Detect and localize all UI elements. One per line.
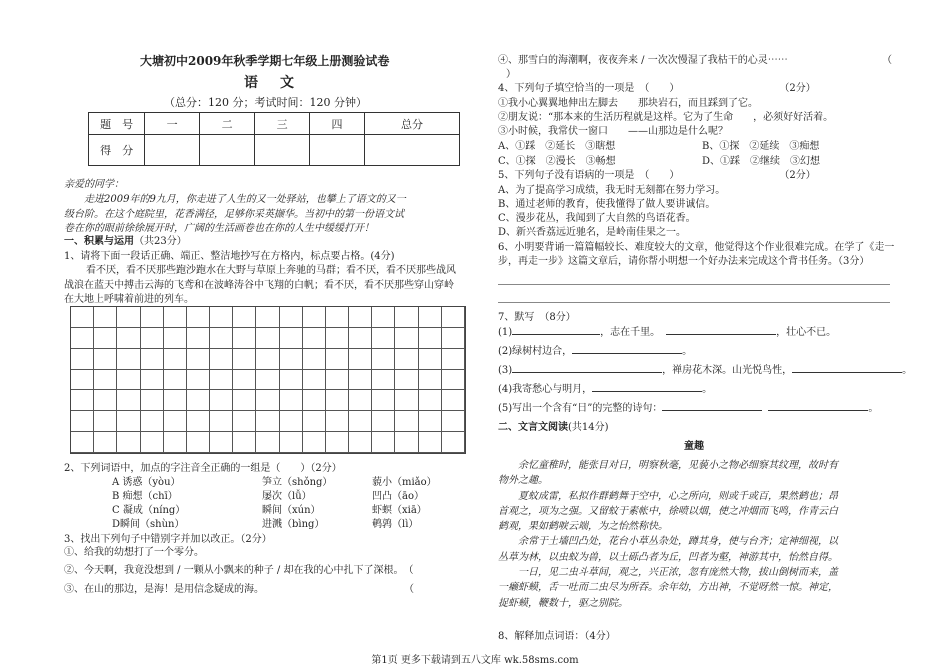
grid-cell[interactable] bbox=[303, 411, 326, 432]
score-header-cell: 二 bbox=[200, 113, 255, 135]
grid-cell[interactable] bbox=[372, 390, 395, 411]
passage-line: 余常于土墙凹凸处，花台小草丛杂处，蹲其身，使与台齐；定神细视，以 bbox=[518, 536, 838, 548]
q5-item: B、通过老师的教育，使我懂得了做人要讲诚信。 bbox=[498, 199, 716, 210]
q5-item: A、为了提高学习成绩，我无时无刻都在努力学习。 bbox=[498, 185, 726, 196]
writing-grid[interactable] bbox=[70, 306, 466, 454]
grid-cell[interactable] bbox=[349, 370, 372, 391]
grid-cell[interactable] bbox=[71, 370, 94, 391]
grid-cell[interactable] bbox=[326, 307, 349, 328]
grid-cell[interactable] bbox=[419, 307, 442, 328]
q1-passage-line: 战浪在蓝天中搏击云海的飞鸢和在波峰涛谷中飞翔的白帆；看不厌，看不厌那些穿山穿岭 bbox=[64, 279, 454, 291]
grid-cell[interactable] bbox=[141, 390, 164, 411]
q2-option: 藐小（miǎo） bbox=[372, 477, 437, 488]
passage-line: 余忆童稚时，能张目对日，明察秋毫，见藐小之物必细察其纹理，故时有 bbox=[518, 460, 838, 471]
grid-cell[interactable] bbox=[164, 411, 187, 432]
grid-cell[interactable] bbox=[187, 390, 210, 411]
grid-cell[interactable] bbox=[395, 370, 418, 391]
grid-cell[interactable] bbox=[141, 328, 164, 349]
fill-blank[interactable] bbox=[666, 334, 776, 335]
q7-text: (5)写出一个含有“日”的完整的诗句： bbox=[498, 403, 663, 414]
grid-cell[interactable] bbox=[94, 390, 117, 411]
q1-passage-line: 看不厌，看不厌那些跑沙跑水在大野与草原上奔驰的马群；看不厌，看不厌那些战风 bbox=[86, 265, 456, 276]
q2-option: 笋立（shǒng） bbox=[262, 477, 333, 488]
grid-cell[interactable] bbox=[326, 411, 349, 432]
grid-cell[interactable] bbox=[141, 349, 164, 370]
grid-cell[interactable] bbox=[117, 349, 140, 370]
grid-cell[interactable] bbox=[326, 328, 349, 349]
passage-line: 夏蚊成雷，私拟作群鹤舞于空中，心之所向，则或千或百，果然鹤也；昂 bbox=[518, 490, 838, 502]
q4-prompt: 4、下列句子填空恰当的一项是 （ ） （2分） bbox=[498, 83, 816, 94]
q4-item: ③小时候，我常伏一窗口 ——山那边是什么呢？ bbox=[498, 126, 728, 137]
grid-cell[interactable] bbox=[187, 370, 210, 391]
grid-cell[interactable] bbox=[233, 307, 256, 328]
answer-line[interactable] bbox=[498, 284, 890, 285]
grid-cell[interactable] bbox=[256, 307, 279, 328]
grid-cell[interactable] bbox=[303, 370, 326, 391]
q2-prompt: 2、下列词语中，加点的字注音全正确的一组是（ ）（2分） bbox=[64, 463, 342, 474]
q1-passage bbox=[64, 264, 468, 308]
section2-heading: 二、文言文阅读 bbox=[498, 422, 568, 433]
passage-line: 首观之，项为之强。又留蚊于素帐中，徐喷以烟，使之冲烟而飞鸣，作青云白 bbox=[498, 505, 838, 517]
grid-cell[interactable] bbox=[210, 370, 233, 391]
q7-text: 。 bbox=[702, 384, 713, 395]
grid-cell[interactable] bbox=[349, 328, 372, 349]
q3-item-4: ④、那雪白的海潮啊，夜夜奔来 / 一次次慢湿了我枯干的心灵⋯⋯ bbox=[498, 55, 788, 66]
q7-item-3 bbox=[498, 364, 912, 378]
grid-cell[interactable] bbox=[94, 328, 117, 349]
grid-cell[interactable] bbox=[94, 370, 117, 391]
grid-cell[interactable] bbox=[419, 370, 442, 391]
q7-text: ，禅房花木深。山光悦鸟性， bbox=[662, 365, 793, 376]
grid-cell[interactable] bbox=[117, 370, 140, 391]
grid-cell[interactable] bbox=[349, 411, 372, 432]
score-table bbox=[88, 112, 460, 166]
grid-cell[interactable] bbox=[419, 390, 442, 411]
grid-cell[interactable] bbox=[71, 307, 94, 328]
greeting: 亲爱的同学： bbox=[64, 179, 124, 190]
q5-item: C、漫步花丛，我闻到了大自然的鸟语花香。 bbox=[498, 213, 696, 224]
grid-cell[interactable] bbox=[117, 328, 140, 349]
grid-cell[interactable] bbox=[71, 349, 94, 370]
grid-cell[interactable] bbox=[395, 349, 418, 370]
grid-cell[interactable] bbox=[117, 432, 140, 453]
section1-points: （共23分） bbox=[134, 236, 187, 247]
grid-cell[interactable] bbox=[187, 349, 210, 370]
grid-cell[interactable] bbox=[164, 432, 187, 453]
q2-option: 鹌鹑（lì） bbox=[372, 519, 419, 530]
grid-cell[interactable] bbox=[210, 390, 233, 411]
q6-prompt-line: 步，再走一步》这篇文章后，请你帮小明想一个好办法来完成这个背书任务。（3分） bbox=[498, 256, 870, 267]
grid-cell[interactable] bbox=[233, 349, 256, 370]
grid-cell[interactable] bbox=[94, 432, 117, 453]
q4-item: ②朋友说：“那本来的生活历程就是这样。它为了生命 ，必须好好活着。 bbox=[498, 112, 834, 123]
passage-line: 捉虾蟆，鞭数十，驱之别院。 bbox=[498, 597, 628, 609]
grid-cell[interactable] bbox=[210, 411, 233, 432]
grid-cell[interactable] bbox=[303, 349, 326, 370]
grid-cell[interactable] bbox=[372, 328, 395, 349]
grid-cell[interactable] bbox=[94, 307, 117, 328]
grid-cell[interactable] bbox=[442, 370, 465, 391]
passage-line: 一日，见二虫斗草间，观之，兴正浓，忽有庞然大物，拔山倒树而来，盖 bbox=[518, 567, 838, 579]
q4-option: C、①探 ②漫长 ③畅想 bbox=[498, 156, 616, 167]
grid-cell[interactable] bbox=[395, 411, 418, 432]
q4-option: D、①踩 ②继续 ③幻想 bbox=[702, 156, 821, 167]
grid-cell[interactable] bbox=[349, 349, 372, 370]
grid-cell[interactable] bbox=[442, 411, 465, 432]
grid-cell[interactable] bbox=[187, 328, 210, 349]
grid-cell[interactable] bbox=[303, 390, 326, 411]
grid-cell[interactable] bbox=[419, 349, 442, 370]
grid-cell[interactable] bbox=[71, 411, 94, 432]
score-header-cell: 三 bbox=[255, 113, 310, 135]
fill-blank[interactable] bbox=[572, 353, 682, 354]
grid-cell[interactable] bbox=[280, 328, 303, 349]
q2-option: A 诱惑（yòu） bbox=[112, 477, 181, 488]
q3-item: ①、给我的幼想打了一个零分。 bbox=[64, 547, 204, 558]
score-table-header-row bbox=[89, 113, 460, 135]
grid-cell[interactable] bbox=[94, 349, 117, 370]
grid-cell[interactable] bbox=[442, 432, 465, 453]
grid-cell[interactable] bbox=[395, 307, 418, 328]
grid-cell[interactable] bbox=[71, 328, 94, 349]
q2-option: 屡次（lǚ） bbox=[262, 491, 312, 502]
grid-cell[interactable] bbox=[326, 349, 349, 370]
grid-cell[interactable] bbox=[372, 349, 395, 370]
grid-cell[interactable] bbox=[280, 432, 303, 453]
grid-cell[interactable] bbox=[372, 411, 395, 432]
q1-passage-line: 在大地上呼啸着前进的列车。 bbox=[64, 294, 194, 305]
q7-text: (3) bbox=[498, 365, 513, 376]
grid-cell[interactable] bbox=[442, 328, 465, 349]
grid-cell[interactable] bbox=[372, 370, 395, 391]
q7-text: (2)绿树村边合， bbox=[498, 346, 573, 357]
grid-cell[interactable] bbox=[233, 370, 256, 391]
section1-heading: 一、积累与运用 bbox=[64, 236, 134, 247]
q7-item-2 bbox=[498, 345, 692, 359]
grid-cell[interactable] bbox=[395, 432, 418, 453]
grid-cell[interactable] bbox=[256, 349, 279, 370]
grid-cell[interactable] bbox=[280, 349, 303, 370]
grid-cell[interactable] bbox=[164, 328, 187, 349]
q5-prompt: 5、下列句子没有语病的一项是 （ ） （2分） bbox=[498, 170, 816, 181]
q2-option: C 凝成（níng） bbox=[112, 505, 186, 516]
grid-cell[interactable] bbox=[117, 390, 140, 411]
fill-blank[interactable] bbox=[512, 334, 600, 335]
grid-cell[interactable] bbox=[395, 328, 418, 349]
grid-cell[interactable] bbox=[303, 432, 326, 453]
grid-cell[interactable] bbox=[349, 390, 372, 411]
q3-item-4-close: ） bbox=[506, 69, 516, 80]
grid-cell[interactable] bbox=[442, 390, 465, 411]
grid-cell[interactable] bbox=[233, 328, 256, 349]
q4-option: A、①踩 ②延长 ③瞎想 bbox=[498, 141, 616, 152]
q7-text: (4)我寄愁心与明月， bbox=[498, 384, 593, 395]
grid-cell[interactable] bbox=[395, 390, 418, 411]
grid-cell[interactable] bbox=[164, 370, 187, 391]
grid-cell[interactable] bbox=[256, 411, 279, 432]
grid-cell[interactable] bbox=[280, 411, 303, 432]
fill-blank[interactable] bbox=[768, 410, 868, 411]
exam-meta: （总分：120 分；考试时间：120 分钟） bbox=[164, 96, 367, 109]
q2-option: 瞬间（xún） bbox=[262, 505, 321, 516]
grid-cell[interactable] bbox=[372, 307, 395, 328]
q4-item: ①我小心翼翼地伸出左脚去 那块岩石，而且踩到了它。 bbox=[498, 98, 758, 109]
grid-cell[interactable] bbox=[141, 432, 164, 453]
grid-cell[interactable] bbox=[419, 328, 442, 349]
answer-line[interactable] bbox=[498, 302, 890, 303]
grid-cell[interactable] bbox=[256, 390, 279, 411]
grid-cell[interactable] bbox=[326, 432, 349, 453]
q3-item: ②、今天啊，我竟没想到 / 一颗从小飘来的种子 / 却在我的心中扎下了深根。 （ bbox=[64, 565, 414, 576]
grid-cell[interactable] bbox=[164, 307, 187, 328]
q3-item-4-paren: （ bbox=[882, 55, 892, 66]
intro-line: 走进2009年的9九月，你走进了人生的又一处驿站，也攀上了语文的又一 bbox=[84, 194, 406, 205]
score-header-cell: 一 bbox=[145, 113, 200, 135]
passage-title: 童趣 bbox=[684, 441, 704, 452]
q2-option: 进溅（bìng） bbox=[262, 519, 325, 530]
grid-cell[interactable] bbox=[210, 349, 233, 370]
grid-cell[interactable] bbox=[141, 307, 164, 328]
grid-cell[interactable] bbox=[233, 432, 256, 453]
intro-line: 级台阶。在这个庭院里，花香满径，足够你采英撷华。当初中的第一份语文试 bbox=[64, 208, 404, 220]
q6-prompt-line: 6、小明要背诵一篇篇幅较长、难度较大的文章，他觉得这个作业很难完成。在学了《走一 bbox=[498, 242, 895, 253]
q2-option: 虾螟（xiā） bbox=[372, 505, 427, 516]
score-row-label: 得 分 bbox=[89, 135, 145, 166]
grid-cell[interactable] bbox=[210, 432, 233, 453]
q3-item: ③、在山的那边，是海！是用信念疑成的海。 （ bbox=[64, 584, 414, 595]
grid-cell[interactable] bbox=[303, 328, 326, 349]
q2-option: D瞬间（shùn） bbox=[112, 519, 185, 530]
score-cell[interactable] bbox=[310, 135, 365, 166]
q4-option: B、①探 ②延续 ③痴想 bbox=[702, 141, 820, 152]
grid-cell[interactable] bbox=[141, 370, 164, 391]
score-cell[interactable] bbox=[145, 135, 200, 166]
subject-title: 语 文 bbox=[244, 75, 298, 91]
grid-cell[interactable] bbox=[372, 432, 395, 453]
grid-cell[interactable] bbox=[117, 307, 140, 328]
grid-cell[interactable] bbox=[164, 349, 187, 370]
fill-blank[interactable] bbox=[512, 372, 662, 373]
q7-text: ，壮心不已。 bbox=[776, 327, 837, 338]
grid-cell[interactable] bbox=[419, 411, 442, 432]
q7-text: 。 bbox=[682, 346, 693, 357]
grid-cell[interactable] bbox=[280, 390, 303, 411]
grid-cell[interactable] bbox=[442, 349, 465, 370]
section2-heading-row bbox=[498, 421, 609, 435]
intro-paragraph bbox=[64, 193, 468, 237]
grid-cell[interactable] bbox=[419, 432, 442, 453]
passage-line: 丛草为林，以虫蚁为兽，以土砾凸者为丘，凹者为壑，神游其中，怡然自得。 bbox=[498, 551, 838, 563]
q8-prompt: 8、解释加点词语：（4分） bbox=[498, 631, 616, 642]
grid-cell[interactable] bbox=[280, 307, 303, 328]
score-cell[interactable] bbox=[365, 135, 460, 166]
grid-cell[interactable] bbox=[256, 370, 279, 391]
score-header-cell: 总分 bbox=[365, 113, 460, 135]
passage-line: 一癞虾蟆，舌一吐而二虫尽为所吞。余年幼，方出神，不觉呀然一惊。神定， bbox=[498, 582, 838, 594]
score-cell[interactable] bbox=[200, 135, 255, 166]
q7-text: 。 bbox=[902, 365, 913, 376]
grid-cell[interactable] bbox=[233, 390, 256, 411]
grid-cell[interactable] bbox=[303, 307, 326, 328]
grid-cell[interactable] bbox=[210, 307, 233, 328]
grid-cell[interactable] bbox=[233, 411, 256, 432]
grid-cell[interactable] bbox=[210, 328, 233, 349]
grid-cell[interactable] bbox=[117, 411, 140, 432]
q7-text: 。 bbox=[868, 403, 879, 414]
score-table-row bbox=[89, 135, 460, 166]
q7-text: ，志在千里。 bbox=[600, 327, 661, 338]
grid-cell[interactable] bbox=[71, 390, 94, 411]
section1-heading-row bbox=[64, 235, 187, 249]
fill-blank[interactable] bbox=[592, 391, 702, 392]
grid-cell[interactable] bbox=[187, 411, 210, 432]
grid-cell[interactable] bbox=[442, 307, 465, 328]
grid-cell[interactable] bbox=[256, 432, 279, 453]
grid-cell[interactable] bbox=[141, 411, 164, 432]
score-header-cell: 四 bbox=[310, 113, 365, 135]
passage bbox=[498, 458, 890, 611]
grid-cell[interactable] bbox=[326, 390, 349, 411]
score-header-cell: 题 号 bbox=[89, 113, 145, 135]
grid-cell[interactable] bbox=[187, 307, 210, 328]
grid-cell[interactable] bbox=[326, 370, 349, 391]
q1-prompt: 1、请将下面一段话正确、端正、整洁地抄写在方格内，标点要占格。(4分) bbox=[64, 251, 395, 262]
grid-cell[interactable] bbox=[187, 432, 210, 453]
fill-blank[interactable] bbox=[792, 372, 902, 373]
q5-item: D、新兴香荔远近驰名，是岭南佳果之一。 bbox=[498, 227, 687, 238]
q7-prompt: 7、默写 （8分） bbox=[498, 312, 576, 323]
grid-cell[interactable] bbox=[349, 432, 372, 453]
grid-cell[interactable] bbox=[94, 411, 117, 432]
exam-title: 大塘初中2009年秋季学期七年级上册测验试卷 bbox=[140, 54, 390, 68]
page-footer: 第1页 更多下载请到五八文库 wk.58sms.com bbox=[371, 655, 579, 666]
section2-points: (共14分) bbox=[568, 422, 609, 433]
grid-cell[interactable] bbox=[280, 370, 303, 391]
score-cell[interactable] bbox=[255, 135, 310, 166]
passage-line: 鹤观，果如鹤唳云端，为之怡然称快。 bbox=[498, 521, 668, 533]
grid-cell[interactable] bbox=[71, 432, 94, 453]
q2-option: B 痴想（chī） bbox=[112, 491, 178, 502]
q7-text: (1) bbox=[498, 327, 513, 338]
grid-cell[interactable] bbox=[349, 307, 372, 328]
grid-cell[interactable] bbox=[256, 328, 279, 349]
fill-blank[interactable] bbox=[662, 410, 762, 411]
intro-line: 卷在你的眼前徐徐展开时，广阔的生活画卷也在你的人生中缓缓打开！ bbox=[64, 223, 374, 234]
q7-item-5 bbox=[498, 402, 878, 416]
q3-prompt: 3、找出下列句子中错别字并加以改正。（2分） bbox=[64, 534, 272, 545]
q7-item-1 bbox=[498, 326, 836, 340]
q7-item-4 bbox=[498, 383, 712, 397]
grid-cell[interactable] bbox=[164, 390, 187, 411]
passage-line: 物外之趣。 bbox=[498, 475, 548, 487]
q2-option: 凹凸（āo） bbox=[372, 491, 424, 502]
